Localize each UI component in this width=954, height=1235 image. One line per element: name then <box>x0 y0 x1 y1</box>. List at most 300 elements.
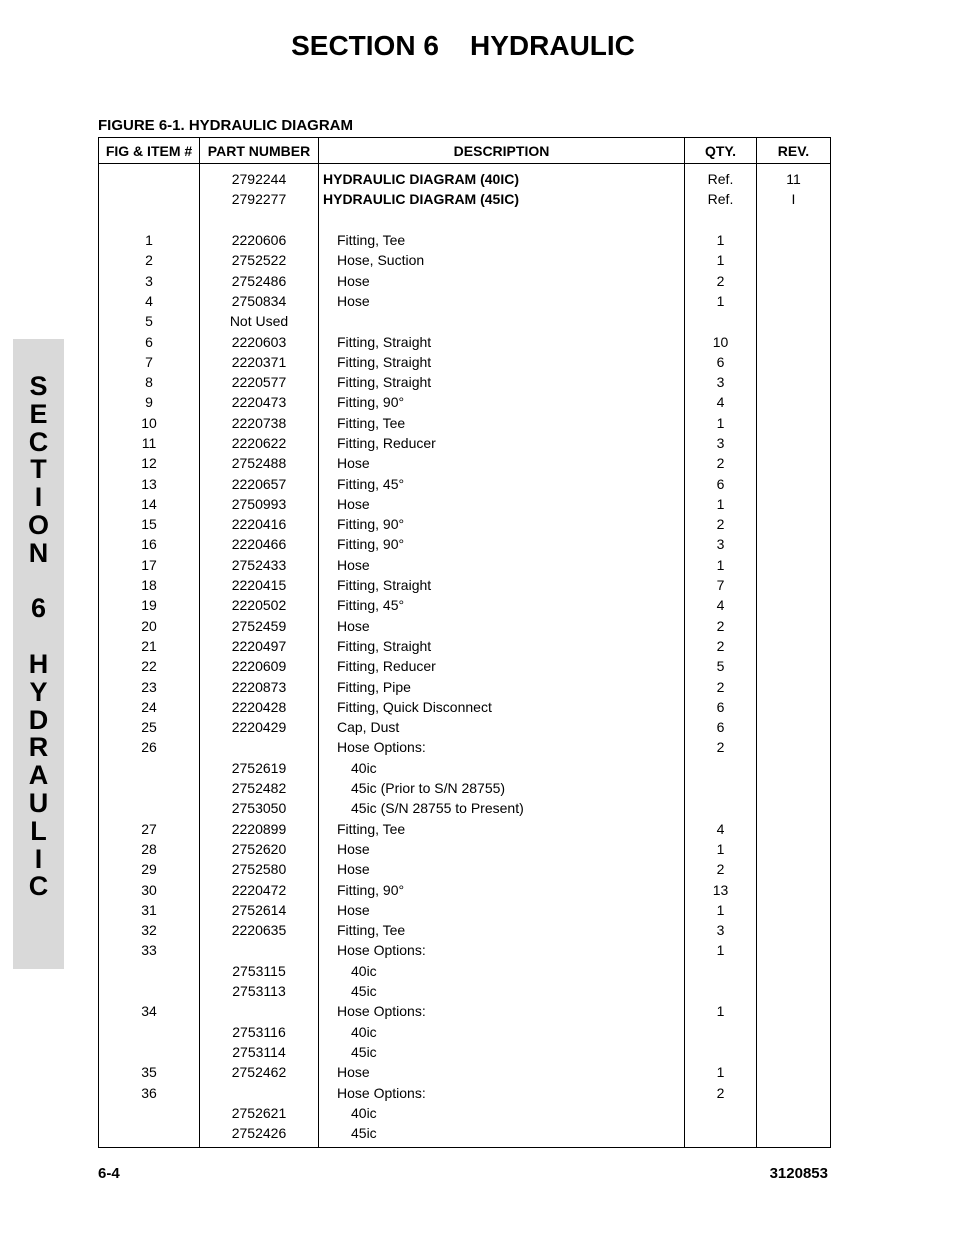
cell-fig-item: 19 <box>99 595 200 615</box>
cell-description: 45ic <box>319 981 685 1001</box>
cell-qty: 1 <box>685 413 757 433</box>
cell-fig-item <box>99 1042 200 1062</box>
cell-fig-item: 23 <box>99 676 200 696</box>
cell-part-number: 2752621 <box>200 1103 319 1123</box>
header-fig-item: FIG & ITEM # <box>99 138 200 164</box>
cell-rev <box>757 392 831 412</box>
cell-part-number: 2752620 <box>200 839 319 859</box>
cell-rev <box>757 676 831 696</box>
table-row <box>99 433 831 453</box>
cell-fig-item <box>99 210 200 230</box>
table-row <box>99 616 831 636</box>
cell-part-number: 2752433 <box>200 555 319 575</box>
cell-part-number: 2220622 <box>200 433 319 453</box>
cell-part-number: 2220899 <box>200 819 319 839</box>
cell-rev <box>757 1103 831 1123</box>
cell-fig-item: 12 <box>99 453 200 473</box>
cell-rev <box>757 352 831 372</box>
cell-qty <box>685 210 757 230</box>
header-part-number: PART NUMBER <box>200 138 319 164</box>
footer-page-number: 6-4 <box>98 1165 120 1182</box>
table-row <box>99 920 831 940</box>
side-tab-letter: S <box>29 371 48 401</box>
cell-qty: 6 <box>685 717 757 737</box>
cell-part-number: 2220472 <box>200 879 319 899</box>
cell-part-number: 2752619 <box>200 758 319 778</box>
cell-fig-item: 15 <box>99 514 200 534</box>
side-tab-letter: I <box>34 843 43 874</box>
side-tab-letter: N <box>28 537 49 568</box>
cell-qty: 1 <box>685 230 757 250</box>
cell-part-number: 2752459 <box>200 616 319 636</box>
cell-qty: 1 <box>685 900 757 920</box>
table-row <box>99 164 831 190</box>
cell-description: Fitting, 90° <box>319 392 685 412</box>
cell-rev <box>757 798 831 818</box>
cell-qty: 2 <box>685 676 757 696</box>
cell-rev <box>757 778 831 798</box>
cell-qty: 1 <box>685 494 757 514</box>
cell-rev <box>757 473 831 493</box>
cell-description: Fitting, 45° <box>319 595 685 615</box>
cell-qty: 5 <box>685 656 757 676</box>
table-row <box>99 798 831 818</box>
cell-description: 40ic <box>319 758 685 778</box>
table-row <box>99 859 831 879</box>
cell-qty: 7 <box>685 575 757 595</box>
cell-qty <box>685 798 757 818</box>
table-row <box>99 270 831 290</box>
cell-fig-item: 27 <box>99 819 200 839</box>
cell-qty <box>685 1042 757 1062</box>
cell-description: Fitting, Reducer <box>319 433 685 453</box>
table-row <box>99 534 831 554</box>
table-header-row <box>99 138 831 164</box>
cell-description: Hose <box>319 453 685 473</box>
cell-description: Hose <box>319 900 685 920</box>
cell-description: Fitting, Pipe <box>319 676 685 696</box>
table-row <box>99 230 831 250</box>
cell-description: Fitting, Straight <box>319 331 685 351</box>
cell-fig-item: 36 <box>99 1082 200 1102</box>
table-row <box>99 595 831 615</box>
header-description: DESCRIPTION <box>319 138 685 164</box>
table-row <box>99 210 831 230</box>
cell-qty <box>685 311 757 331</box>
cell-description: Hose <box>319 616 685 636</box>
cell-fig-item <box>99 981 200 1001</box>
cell-fig-item <box>99 164 200 190</box>
side-tab-letter: T <box>30 454 47 485</box>
table-row <box>99 473 831 493</box>
cell-fig-item: 10 <box>99 413 200 433</box>
cell-fig-item: 29 <box>99 859 200 879</box>
cell-description: Fitting, Straight <box>319 575 685 595</box>
table-row <box>99 494 831 514</box>
table-row <box>99 819 831 839</box>
cell-fig-item: 3 <box>99 270 200 290</box>
cell-qty: 6 <box>685 473 757 493</box>
cell-fig-item: 1 <box>99 230 200 250</box>
cell-rev <box>757 1021 831 1041</box>
cell-description: Fitting, Reducer <box>319 656 685 676</box>
cell-description: Fitting, 90° <box>319 534 685 554</box>
side-tab-letter: C <box>28 871 49 902</box>
cell-qty: 4 <box>685 392 757 412</box>
cell-rev <box>757 920 831 940</box>
cell-part-number <box>200 940 319 960</box>
table-row <box>99 697 831 717</box>
cell-rev <box>757 758 831 778</box>
table-row <box>99 291 831 311</box>
cell-qty: 2 <box>685 514 757 534</box>
footer-doc-number: 3120853 <box>769 1165 828 1182</box>
cell-rev <box>757 879 831 899</box>
cell-part-number: 2220497 <box>200 636 319 656</box>
cell-part-number: 2220609 <box>200 656 319 676</box>
cell-rev <box>757 413 831 433</box>
cell-qty: 1 <box>685 555 757 575</box>
cell-description: 45ic <box>319 1042 685 1062</box>
cell-part-number: 2220577 <box>200 372 319 392</box>
side-tab-letter: A <box>28 760 49 791</box>
table-row <box>99 555 831 575</box>
side-tab-letter: 6 <box>30 593 47 624</box>
table-row <box>99 514 831 534</box>
cell-qty: 1 <box>685 1062 757 1082</box>
cell-fig-item: 25 <box>99 717 200 737</box>
table-row <box>99 1021 831 1041</box>
cell-description: 45ic (S/N 28755 to Present) <box>319 798 685 818</box>
cell-part-number <box>200 737 319 757</box>
cell-rev <box>757 1062 831 1082</box>
cell-qty: 10 <box>685 331 757 351</box>
cell-fig-item: 11 <box>99 433 200 453</box>
cell-fig-item: 2 <box>99 250 200 270</box>
cell-rev <box>757 961 831 981</box>
cell-part-number <box>200 1001 319 1021</box>
cell-part-number: 2220657 <box>200 473 319 493</box>
table-row <box>99 940 831 960</box>
table-row <box>99 1082 831 1102</box>
cell-part-number: 2752462 <box>200 1062 319 1082</box>
cell-rev: 11 <box>757 164 831 190</box>
side-tab-letter: L <box>30 815 47 846</box>
cell-qty <box>685 1021 757 1041</box>
cell-description: Cap, Dust <box>319 717 685 737</box>
cell-fig-item <box>99 189 200 209</box>
cell-rev <box>757 250 831 270</box>
cell-fig-item: 30 <box>99 879 200 899</box>
cell-fig-item: 14 <box>99 494 200 514</box>
cell-qty: 2 <box>685 859 757 879</box>
table-row <box>99 839 831 859</box>
cell-part-number: 2753114 <box>200 1042 319 1062</box>
table-row <box>99 961 831 981</box>
cell-qty: Ref. <box>685 189 757 209</box>
cell-description: 40ic <box>319 961 685 981</box>
section-side-tab <box>13 339 64 969</box>
side-tab-letter: I <box>34 482 43 513</box>
table-row <box>99 250 831 270</box>
cell-part-number: 2220428 <box>200 697 319 717</box>
cell-rev <box>757 575 831 595</box>
cell-part-number: 2220371 <box>200 352 319 372</box>
cell-fig-item: 8 <box>99 372 200 392</box>
cell-part-number <box>200 1082 319 1102</box>
cell-fig-item: 13 <box>99 473 200 493</box>
cell-description: Fitting, Straight <box>319 352 685 372</box>
cell-description: Hose Options: <box>319 1001 685 1021</box>
side-tab-letter: O <box>27 509 49 540</box>
cell-description: Fitting, Tee <box>319 819 685 839</box>
cell-rev <box>757 1001 831 1021</box>
table-row <box>99 1103 831 1123</box>
cell-fig-item <box>99 1123 200 1148</box>
cell-fig-item: 26 <box>99 737 200 757</box>
cell-qty <box>685 778 757 798</box>
cell-qty: 6 <box>685 352 757 372</box>
cell-part-number: 2750834 <box>200 291 319 311</box>
cell-fig-item: 35 <box>99 1062 200 1082</box>
cell-qty <box>685 1123 757 1148</box>
cell-fig-item: 7 <box>99 352 200 372</box>
cell-part-number: 2792244 <box>200 164 319 190</box>
cell-qty: 6 <box>685 697 757 717</box>
table-row <box>99 717 831 737</box>
table-row <box>99 1042 831 1062</box>
cell-description: Fitting, Tee <box>319 413 685 433</box>
cell-rev <box>757 819 831 839</box>
cell-part-number: 2752488 <box>200 453 319 473</box>
cell-rev <box>757 372 831 392</box>
page-title: SECTION 6 HYDRAULIC <box>291 30 635 61</box>
cell-fig-item: 18 <box>99 575 200 595</box>
table-row <box>99 676 831 696</box>
table-row <box>99 758 831 778</box>
cell-part-number: 2752522 <box>200 250 319 270</box>
cell-fig-item: 32 <box>99 920 200 940</box>
table-row <box>99 1062 831 1082</box>
table-row <box>99 656 831 676</box>
cell-rev <box>757 717 831 737</box>
cell-description: 45ic (Prior to S/N 28755) <box>319 778 685 798</box>
cell-qty: 3 <box>685 534 757 554</box>
cell-description: HYDRAULIC DIAGRAM (45IC) <box>319 189 685 209</box>
cell-part-number: 2750993 <box>200 494 319 514</box>
cell-description: Hose <box>319 494 685 514</box>
cell-qty: 2 <box>685 737 757 757</box>
cell-rev <box>757 1123 831 1148</box>
cell-part-number: 2752486 <box>200 270 319 290</box>
side-tab-letter: H <box>28 648 49 679</box>
cell-description: Fitting, Tee <box>319 920 685 940</box>
side-tab-letter: E <box>29 398 48 429</box>
cell-part-number: 2752614 <box>200 900 319 920</box>
cell-rev <box>757 940 831 960</box>
cell-description: Hose <box>319 1062 685 1082</box>
figure-caption: FIGURE 6-1. HYDRAULIC DIAGRAM <box>98 117 354 134</box>
cell-description: Fitting, Tee <box>319 230 685 250</box>
cell-part-number: 2220603 <box>200 331 319 351</box>
cell-fig-item <box>99 1103 200 1123</box>
table-row <box>99 1123 831 1148</box>
cell-fig-item: 9 <box>99 392 200 412</box>
table-row <box>99 879 831 899</box>
cell-rev <box>757 595 831 615</box>
cell-qty: 1 <box>685 250 757 270</box>
cell-description: Hose <box>319 555 685 575</box>
cell-qty: 1 <box>685 940 757 960</box>
cell-rev <box>757 433 831 453</box>
cell-rev <box>757 616 831 636</box>
cell-fig-item: 31 <box>99 900 200 920</box>
cell-qty: 3 <box>685 433 757 453</box>
cell-qty: 1 <box>685 291 757 311</box>
side-tab-letter: U <box>28 787 49 818</box>
cell-rev <box>757 230 831 250</box>
cell-rev <box>757 210 831 230</box>
cell-fig-item <box>99 1021 200 1041</box>
cell-part-number: 2220635 <box>200 920 319 940</box>
table-row <box>99 413 831 433</box>
table-row <box>99 311 831 331</box>
cell-qty <box>685 981 757 1001</box>
cell-rev <box>757 311 831 331</box>
cell-qty: 2 <box>685 453 757 473</box>
table-row <box>99 575 831 595</box>
cell-fig-item: 28 <box>99 839 200 859</box>
cell-part-number: 2220873 <box>200 676 319 696</box>
side-tab-letter: R <box>28 732 49 763</box>
cell-description: Fitting, 90° <box>319 514 685 534</box>
table-row <box>99 636 831 656</box>
cell-rev <box>757 514 831 534</box>
cell-part-number: Not Used <box>200 311 319 331</box>
cell-rev <box>757 453 831 473</box>
cell-qty: 1 <box>685 839 757 859</box>
cell-rev <box>757 859 831 879</box>
cell-description: 40ic <box>319 1021 685 1041</box>
cell-fig-item <box>99 961 200 981</box>
table-row <box>99 352 831 372</box>
cell-qty: 1 <box>685 1001 757 1021</box>
cell-part-number: 2220606 <box>200 230 319 250</box>
cell-qty: 4 <box>685 595 757 615</box>
side-tab-letter: Y <box>29 676 48 707</box>
cell-description: Hose <box>319 270 685 290</box>
cell-qty <box>685 758 757 778</box>
cell-rev <box>757 636 831 656</box>
table-row <box>99 331 831 351</box>
cell-description: Hose, Suction <box>319 250 685 270</box>
table-row <box>99 372 831 392</box>
cell-rev <box>757 270 831 290</box>
cell-rev <box>757 1082 831 1102</box>
cell-part-number: 2753113 <box>200 981 319 1001</box>
table-row <box>99 189 831 209</box>
cell-part-number: 2220415 <box>200 575 319 595</box>
cell-fig-item: 24 <box>99 697 200 717</box>
header-qty: QTY. <box>685 138 757 164</box>
cell-fig-item: 4 <box>99 291 200 311</box>
cell-description: 45ic <box>319 1123 685 1148</box>
cell-part-number: 2220738 <box>200 413 319 433</box>
cell-description: Hose Options: <box>319 940 685 960</box>
cell-description: Fitting, 45° <box>319 473 685 493</box>
table-row <box>99 737 831 757</box>
cell-qty: 2 <box>685 270 757 290</box>
cell-description: Hose <box>319 859 685 879</box>
cell-description: Fitting, 90° <box>319 879 685 899</box>
cell-fig-item <box>99 798 200 818</box>
cell-part-number: 2220466 <box>200 534 319 554</box>
cell-description: Fitting, Straight <box>319 372 685 392</box>
cell-qty: 2 <box>685 1082 757 1102</box>
cell-qty: 2 <box>685 636 757 656</box>
cell-part-number: 2753050 <box>200 798 319 818</box>
cell-rev: I <box>757 189 831 209</box>
cell-rev <box>757 1042 831 1062</box>
cell-part-number: 2753115 <box>200 961 319 981</box>
cell-part-number: 2220473 <box>200 392 319 412</box>
cell-part-number: 2753116 <box>200 1021 319 1041</box>
cell-description <box>319 210 685 230</box>
cell-qty: 3 <box>685 372 757 392</box>
cell-description: Hose Options: <box>319 1082 685 1102</box>
cell-fig-item: 17 <box>99 555 200 575</box>
side-tab-letter: C <box>28 426 49 457</box>
cell-qty: 3 <box>685 920 757 940</box>
cell-description: 40ic <box>319 1103 685 1123</box>
cell-fig-item: 16 <box>99 534 200 554</box>
cell-qty: 2 <box>685 616 757 636</box>
cell-qty <box>685 961 757 981</box>
cell-part-number <box>200 210 319 230</box>
table-row <box>99 1001 831 1021</box>
cell-part-number: 2220416 <box>200 514 319 534</box>
cell-fig-item: 34 <box>99 1001 200 1021</box>
cell-fig-item: 33 <box>99 940 200 960</box>
cell-rev <box>757 534 831 554</box>
cell-fig-item <box>99 778 200 798</box>
cell-description: Fitting, Straight <box>319 636 685 656</box>
cell-rev <box>757 656 831 676</box>
cell-fig-item: 21 <box>99 636 200 656</box>
cell-part-number: 2220502 <box>200 595 319 615</box>
cell-rev <box>757 291 831 311</box>
cell-qty: 4 <box>685 819 757 839</box>
cell-qty: 13 <box>685 879 757 899</box>
table-row <box>99 900 831 920</box>
cell-part-number: 2752482 <box>200 778 319 798</box>
cell-description: Hose <box>319 291 685 311</box>
cell-part-number: 2220429 <box>200 717 319 737</box>
cell-qty: Ref. <box>685 164 757 190</box>
cell-qty <box>685 1103 757 1123</box>
cell-fig-item: 6 <box>99 331 200 351</box>
cell-description: HYDRAULIC DIAGRAM (40IC) <box>319 164 685 190</box>
cell-rev <box>757 555 831 575</box>
cell-rev <box>757 697 831 717</box>
cell-rev <box>757 331 831 351</box>
header-rev: REV. <box>757 138 831 164</box>
cell-rev <box>757 900 831 920</box>
cell-fig-item: 20 <box>99 616 200 636</box>
cell-rev <box>757 737 831 757</box>
cell-fig-item <box>99 758 200 778</box>
table-row <box>99 981 831 1001</box>
